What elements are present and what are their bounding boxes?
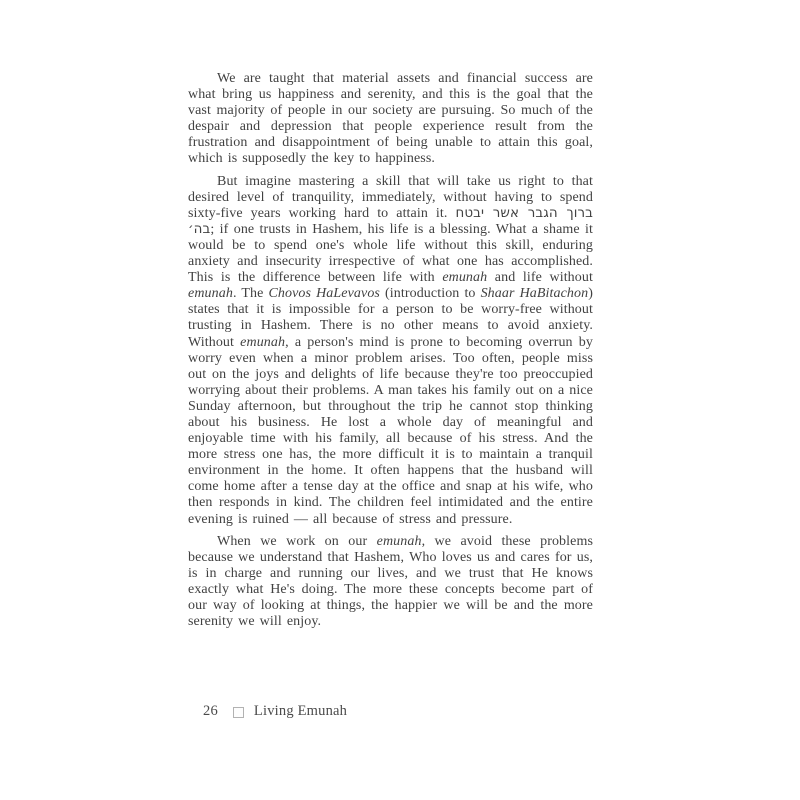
square-bullet-icon xyxy=(233,707,244,718)
text-run: and life without xyxy=(487,270,593,286)
text-run: ; if one trusts in Hashem, his life is a blessing. What a shame it would be to spend one's whole life without this skill, enduring anxiety and insecurity irrespective of what one has accomplished. This is the difference between life with xyxy=(188,221,593,286)
paragraph-2 xyxy=(188,174,593,528)
text-run: ) states that it is impossible for a person to be worry-free without trusting in Hashem. There is no other means to avoid anxiety. Without xyxy=(188,286,593,350)
italic-term: Chovos HaLevavos xyxy=(268,286,380,302)
paragraph-1 xyxy=(188,71,593,168)
italic-term: emunah xyxy=(188,286,233,302)
paragraph-3 xyxy=(188,534,593,631)
italic-term: emunah xyxy=(240,334,286,350)
text-run: But imagine mastering a skill that will take us right to that desired level of tranquility, immediately, without having to spend sixty-five years working hard to attain it. xyxy=(188,173,593,221)
text-run: When we work on our xyxy=(217,533,377,549)
page-number: 26 xyxy=(203,703,218,719)
text-run: We are taught that material assets and financial success are what bring us happiness and serenity, and this is the goal that the vast majority of people in our society are pursuing. So much of the despair and depression that people experience result from the frustration and disappointment of being unable to attain this goal, which is supposedly the key to happiness. xyxy=(188,71,593,167)
italic-term: emunah xyxy=(376,533,422,549)
text-run: , we avoid these problems because we understand that Hashem, Who loves us and cares for us, is in charge and running our lives, and we trust that He knows exactly what He's doing. The more these concepts become part of our way of looking at things, the happier we will be and the more serenity we will enjoy. xyxy=(188,533,594,630)
italic-term: Shaar HaBitachon xyxy=(480,286,589,302)
page-footer xyxy=(203,703,347,720)
text-run: , a person's mind is prone to becoming overrun by worry even when a minor problem arises. Too often, people miss out on the joys and delights of life because they're too preoccupied worrying about their problems. A man takes his family out on a nice Sunday afternoon, but throughout the trip he cannot stop thinking about his business. He lost a whole day of meaningful and enjoyable time with his family, all because of his stress. And the more stress one has, the more difficult it is to maintain a tranquil environment in the home. It often happens that the husband will come home after a tense day at the office and snap at his wife, who then responds in kind. The children feel intimidated and the entire evening is ruined — all because of stress and pressure. xyxy=(188,334,593,527)
italic-term: emunah xyxy=(442,270,488,286)
book-title: Living Emunah xyxy=(253,703,348,719)
text-run: (introduction to xyxy=(379,286,481,302)
text-run: . The xyxy=(232,286,269,302)
body-text xyxy=(188,71,593,630)
hebrew-phrase: ברוך הגבר אשר יבטח בה׳ xyxy=(188,205,594,237)
